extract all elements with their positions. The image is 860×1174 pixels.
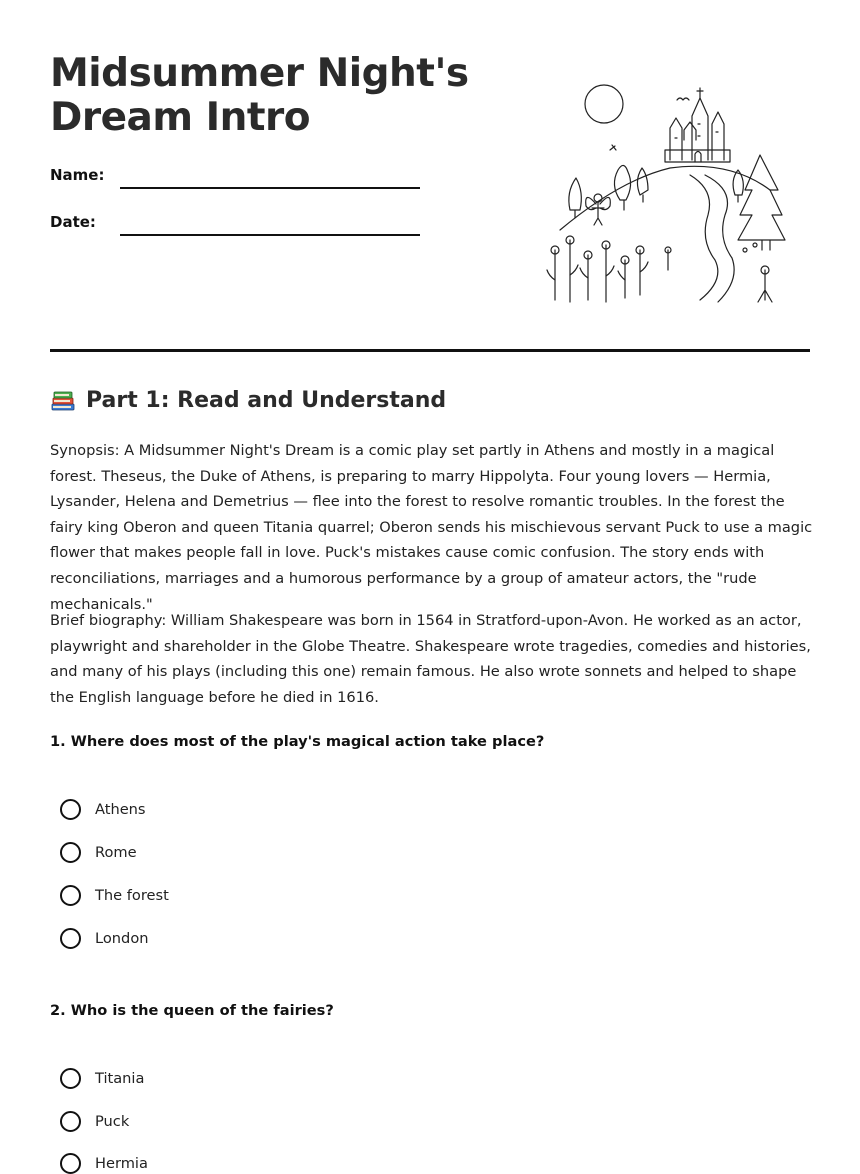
option-label: Hermia bbox=[95, 1155, 148, 1172]
q1-option-rome[interactable] bbox=[60, 842, 137, 863]
option-label: Puck bbox=[95, 1113, 130, 1130]
q1-option-athens[interactable] bbox=[60, 799, 146, 820]
option-label: Titania bbox=[95, 1070, 145, 1087]
biography-paragraph: Brief biography: William Shakespeare was born in 1564 in Stratford-upon-Avon. He worked as an actor, playwright and shareholder in the Globe Theatre. Shakespeare wrote tragedies, comedies and histories, and many of his plays (including this one) remain famous. He also wrote sonnets and helped to shape the English language before he died in 1616. bbox=[50, 612, 811, 706]
option-label: The forest bbox=[95, 887, 169, 904]
books-icon bbox=[50, 389, 76, 413]
option-label: Rome bbox=[95, 844, 137, 861]
radio-button[interactable] bbox=[60, 1111, 81, 1132]
synopsis-paragraph: Synopsis: A Midsummer Night's Dream is a comic play set partly in Athens and mostly in a magical forest. Theseus, the Duke of Athens, is preparing to marry Hippolyta. Four young lovers — Hermia, Lysander, Helena and Demetrius — flee into the forest to resolve romantic troubles. In the forest the fairy king Oberon and queen Titania quarrel; Oberon sends his mischievous servant Puck to use a magic flower that makes people fall in love. Puck's mistakes cause comic confusion. The story ends with reconciliations, marriages and a humorous performance by a group of amateur actors, the "rude mechanicals." bbox=[50, 442, 813, 613]
radio-button[interactable] bbox=[60, 799, 81, 820]
worksheet-title: Midsummer Night's Dream Intro bbox=[50, 51, 469, 140]
date-field[interactable] bbox=[120, 234, 420, 236]
q2-option-puck[interactable] bbox=[60, 1111, 129, 1132]
question-1: 1. Where does most of the play's magical action take place? bbox=[50, 733, 545, 750]
radio-button[interactable] bbox=[60, 842, 81, 863]
q1-option-forest[interactable] bbox=[60, 885, 169, 906]
radio-button[interactable] bbox=[60, 928, 81, 949]
q2-option-hermia[interactable] bbox=[60, 1153, 148, 1174]
name-label: Name: bbox=[50, 166, 105, 184]
q1-option-london[interactable] bbox=[60, 928, 149, 949]
question-2: 2. Who is the queen of the fairies? bbox=[50, 1002, 334, 1019]
part1-heading bbox=[50, 388, 446, 413]
name-field[interactable] bbox=[120, 187, 420, 189]
option-label: London bbox=[95, 930, 149, 947]
date-label: Date: bbox=[50, 213, 96, 231]
header-divider bbox=[50, 349, 810, 352]
q2-option-titania[interactable] bbox=[60, 1068, 144, 1089]
option-label: Athens bbox=[95, 801, 146, 818]
radio-button[interactable] bbox=[60, 885, 81, 906]
part1-heading-text: Part 1: Read and Understand bbox=[86, 388, 447, 413]
castle-forest-illustration bbox=[540, 80, 800, 315]
radio-button[interactable] bbox=[60, 1068, 81, 1089]
radio-button[interactable] bbox=[60, 1153, 81, 1174]
